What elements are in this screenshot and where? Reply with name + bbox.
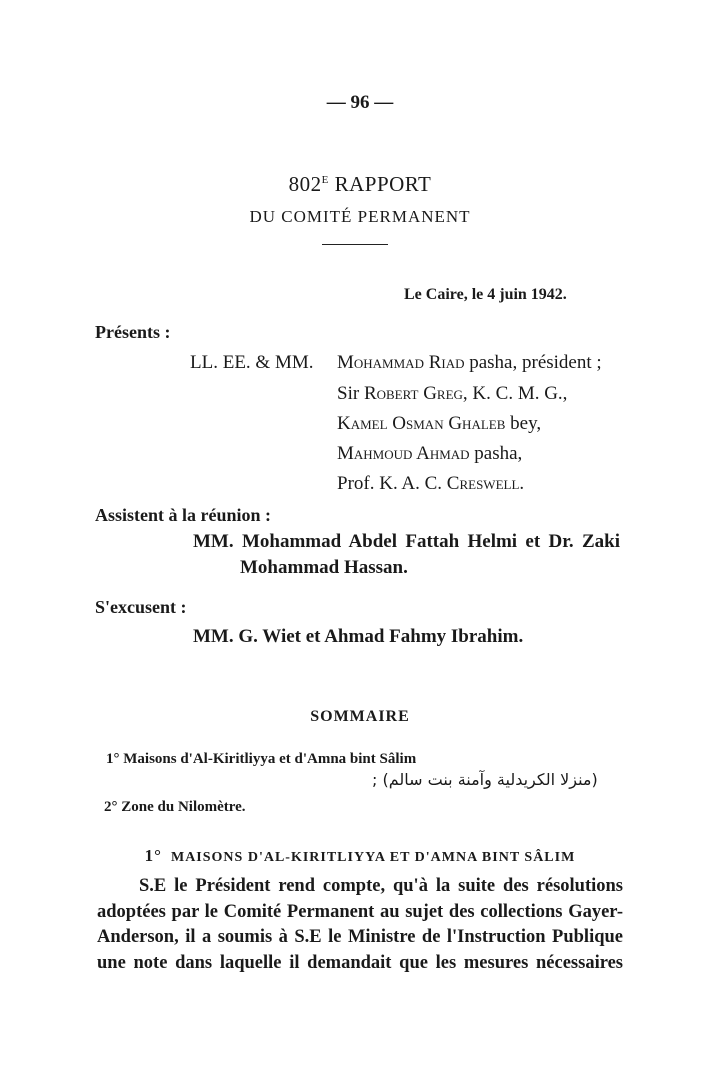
- report-subtitle: DU COMITÉ PERMANENT: [249, 207, 471, 226]
- member-name: Robert Greg: [363, 383, 463, 404]
- assistent-label: Assistent à la réunion :: [95, 505, 272, 525]
- report-number: 802: [288, 172, 322, 196]
- title-divider: [322, 244, 388, 245]
- member-line: [337, 413, 541, 435]
- member-prefix: Sir: [337, 383, 364, 404]
- member-name: Mohammad Riad: [337, 352, 465, 373]
- excusent-line: MM. G. Wiet et Ahmad Fahmy Ibrahim.: [193, 626, 524, 647]
- member-name: Mahmoud Ahmad: [337, 443, 470, 464]
- sommaire-item: 1° Maisons d'Al-Kiritliyya et d'Amna bint Sâlim: [106, 751, 417, 767]
- report-title: [0, 172, 720, 197]
- paragraph-line: adoptées par le Comité Permanent au sujet des collections Gayer-: [97, 901, 623, 922]
- member-name: Creswell: [446, 473, 520, 494]
- member-suffix: pasha, président ;: [464, 352, 602, 373]
- assistent-line: Mohammad Hassan.: [240, 557, 408, 578]
- member-name: Kamel Osman Ghaleb: [337, 413, 506, 434]
- member-line: [337, 383, 567, 405]
- presents-lead: LL. EE. & MM.: [190, 352, 314, 373]
- page-number: — 96 —: [326, 92, 394, 113]
- member-line: [337, 443, 522, 465]
- member-suffix: .: [519, 473, 525, 494]
- report-word: RAPPORT: [334, 172, 432, 196]
- sommaire-item: 2° Zone du Nilomètre.: [104, 799, 246, 815]
- section-heading: [0, 846, 720, 866]
- member-line: [337, 352, 602, 374]
- presents-label: Présents :: [95, 322, 171, 342]
- section-title: MAISONS D'AL-KIRITLIYYA ET D'AMNA BINT SÂLIM: [170, 850, 576, 865]
- section-number: 1°: [144, 846, 162, 865]
- excusent-label: S'excusent :: [95, 597, 187, 617]
- member-prefix: Prof. K. A. C.: [337, 473, 447, 494]
- member-line: [337, 473, 524, 495]
- report-number-superscript: E: [321, 174, 329, 186]
- paragraph-line: Anderson, il a soumis à S.E le Ministre de l'Instruction Publique: [97, 927, 623, 947]
- body-paragraph: [97, 874, 623, 976]
- paragraph-line: S.E le Président rend compte, qu'à la suite des résolutions: [139, 876, 623, 896]
- report-date: Le Caire, le 4 juin 1942.: [404, 286, 567, 303]
- sommaire-heading: SOMMAIRE: [310, 708, 410, 725]
- member-suffix: pasha,: [469, 443, 523, 464]
- assistent-line: MM. Mohammad Abdel Fattah Helmi et Dr. Zaki: [193, 531, 620, 552]
- paragraph-line: une note dans laquelle il demandait que les mesures nécessaires: [97, 952, 623, 973]
- member-suffix: , K. C. M. G.,: [462, 383, 568, 404]
- member-suffix: bey,: [505, 413, 542, 434]
- sommaire-item-arabic: (منزلا الكريدلية وآمنة بنت سالم) ;: [372, 770, 598, 789]
